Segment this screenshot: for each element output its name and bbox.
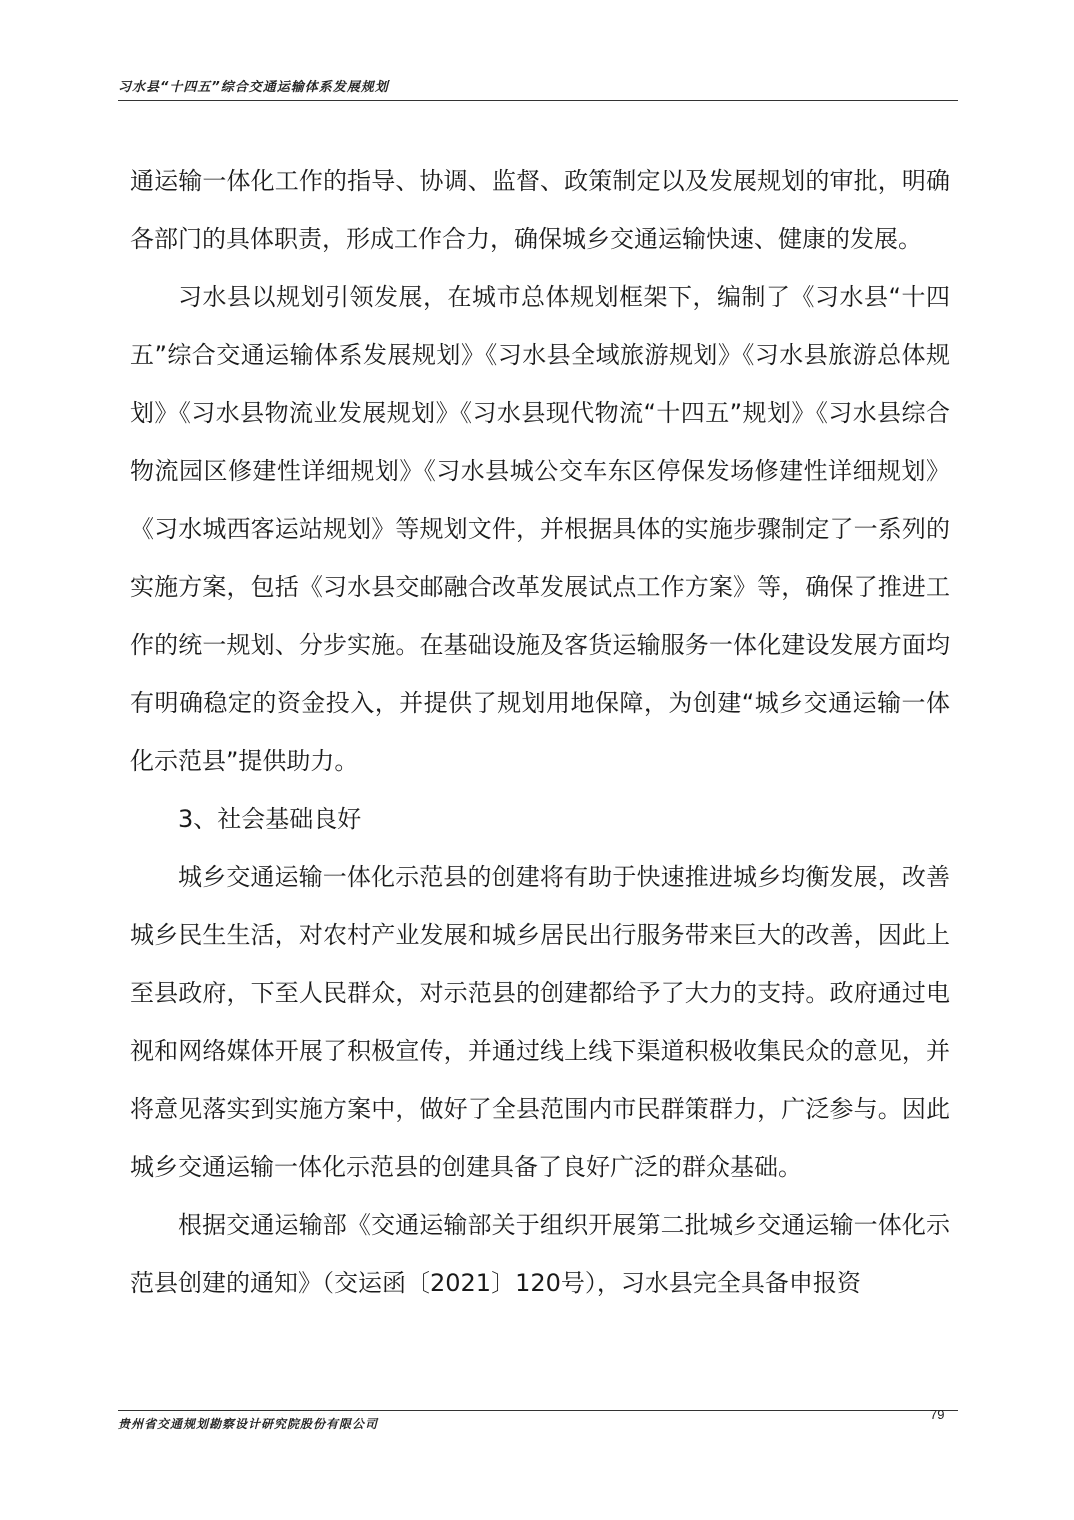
footer-rule xyxy=(118,1410,958,1411)
paragraph-planning: 习水县以规划引领发展，在城市总体规划框架下，编制了《习水县“十四五”综合交通运输体系发展规划》《习水县全域旅游规划》《习水县旅游总体规划》《习水县物流业发展规划》《习水县现代物流“十四五”规划》《习水县综合物流园区修建性详细规划》《习水县城公交车东区停保发场修建性详细规划》《习水城西客运站规划》等规划文件，并根据具体的实施步骤制定了一系列的实施方案，包括《习水县交邮融合改革发展试点工作方案》等，确保了推进工作的统一规划、分步实施。在基础设施及客货运输服务一体化建设发展方面均有明确稳定的资金投入，并提供了规划用地保障，为创建“城乡交通运输一体化示范县”提供助力。 xyxy=(130,283,950,775)
footer-company: 贵州省交通规划勘察设计研究院股份有限公司 xyxy=(118,1417,379,1431)
body-text xyxy=(130,152,950,1312)
page-header xyxy=(118,76,958,100)
paragraph-continuation: 通运输一体化工作的指导、协调、监督、政策制定以及发展规划的审批，明确各部门的具体职责，形成工作合力，确保城乡交通运输快速、健康的发展。 xyxy=(130,167,950,253)
page-number: 79 xyxy=(930,1407,945,1422)
section-heading-social-foundation: 3、社会基础良好 xyxy=(178,805,362,833)
paragraph-social-foundation: 城乡交通运输一体化示范县的创建将有助于快速推进城乡均衡发展，改善城乡民生生活，对农村产业发展和城乡居民出行服务带来巨大的改善，因此上至县政府，下至人民群众，对示范县的创建都给予了大力的支持。政府通过电视和网络媒体开展了积极宣传，并通过线上线下渠道积极收集民众的意见，并将意见落实到实施方案中，做好了全县范围内市民群策群力，广泛参与。因此城乡交通运输一体化示范县的创建具备了良好广泛的群众基础。 xyxy=(130,863,950,1181)
header-rule xyxy=(118,100,958,101)
paragraph-application: 根据交通运输部《交通运输部关于组织开展第二批城乡交通运输一体化示范县创建的通知》（交运函〔2021〕120号），习水县完全具备申报资 xyxy=(130,1211,950,1297)
header-title: 习水县“十四五”综合交通运输体系发展规划 xyxy=(118,80,389,95)
